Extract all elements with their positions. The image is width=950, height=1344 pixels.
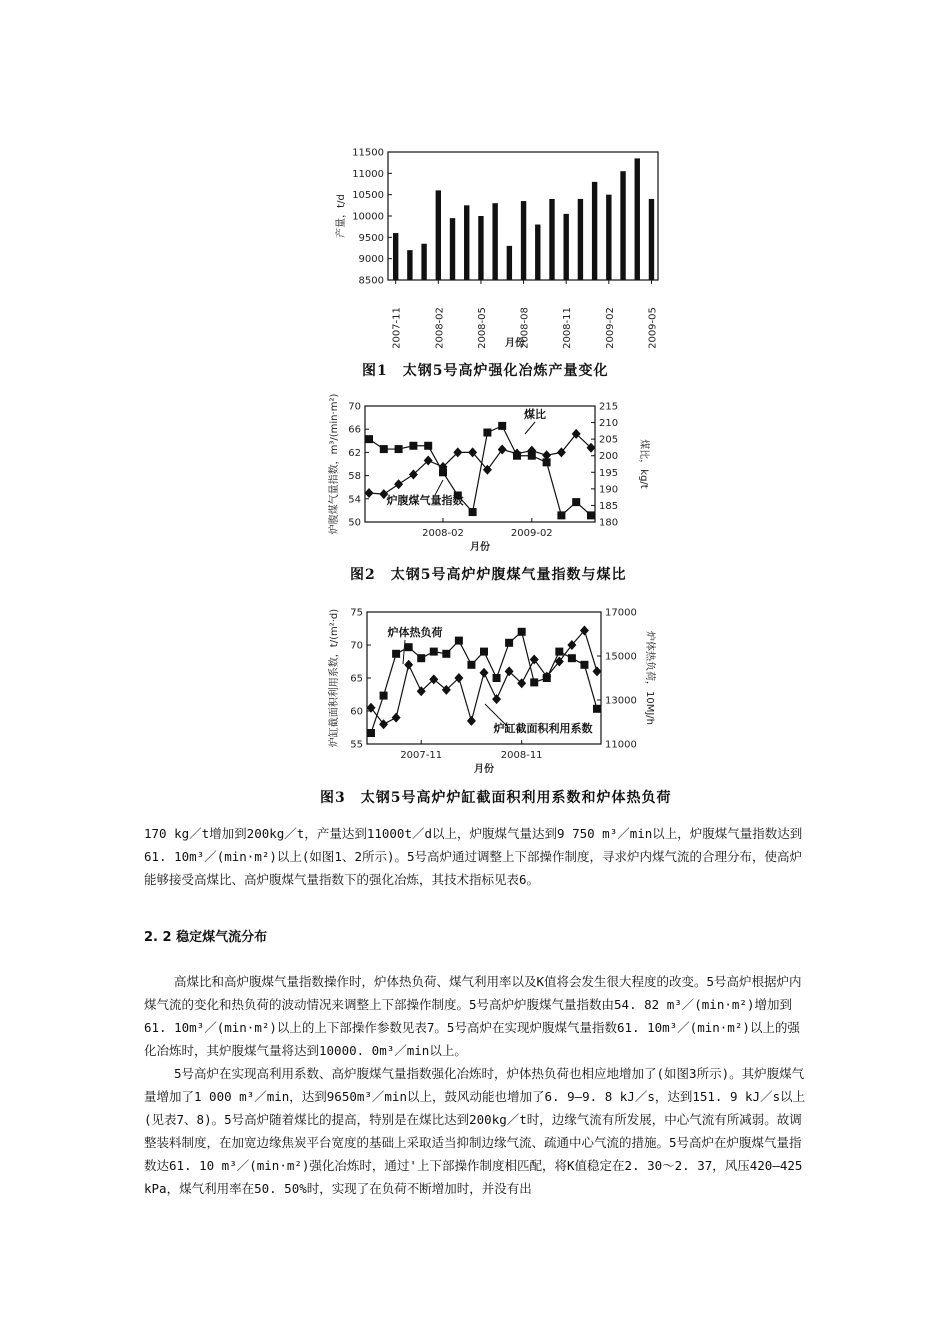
y-tick-label: 66 bbox=[348, 424, 361, 436]
data-point bbox=[593, 705, 601, 713]
y2-tick-label: 195 bbox=[599, 467, 619, 479]
data-point bbox=[367, 729, 375, 737]
data-point bbox=[593, 666, 602, 676]
y-tick-label: 9500 bbox=[358, 232, 384, 244]
bar bbox=[649, 199, 654, 280]
data-point bbox=[518, 628, 526, 636]
data-point bbox=[409, 442, 417, 450]
paragraph-2 bbox=[144, 970, 806, 1200]
paragraph-3-text: 5号高炉在实现高利用系数、高炉腹煤气量指数强化冶炼时，炉体热负荷也相应地增加了(如图3所示)。其炉腹煤气量增加了1 000 m³／min，达到9650m³／min以上，鼓风动能也增加了6. 9—9. 8 kJ／s，达到151. 9 kJ／s以上(见表7、8)。5号高炉随着煤比的提高，特别是在煤比达到200kg／t时，边缘气流有所发展，中心气流有所减弱。故调整装料制度，在加宽边缘焦炭平台宽度的基础上采取适当抑制边缘气流、疏通中心气流的措施。5号高炉在炉腹煤气量指数达61. 10 m³／(min·m²)强化冶炼时，通过'上下部操作制度相匹配，将K值稳定在2. 30～2. 37，风压420—425 kPa，煤气利用率在50. 50%时，实现了在负荷不断增加时，并没有出 bbox=[144, 1066, 806, 1196]
y-axis-label: 炉缸截面积利用系数，t/(m²·d) bbox=[329, 608, 340, 748]
data-point bbox=[467, 661, 475, 669]
y2-tick-label: 190 bbox=[599, 484, 619, 496]
y2-tick-label: 215 bbox=[599, 401, 619, 413]
bar bbox=[450, 218, 455, 280]
bar bbox=[464, 205, 469, 280]
figure-1-chart bbox=[330, 140, 670, 355]
annotation-leader bbox=[435, 480, 443, 495]
bar bbox=[507, 246, 512, 280]
bar bbox=[492, 203, 497, 280]
x-axis-label: 月份 bbox=[470, 542, 490, 553]
y-tick-label: 58 bbox=[348, 471, 361, 483]
y2-tick-label: 15000 bbox=[605, 651, 637, 663]
y-tick-label: 11000 bbox=[352, 168, 384, 180]
series-annotation: 炉体热负荷 bbox=[387, 626, 443, 639]
y2-axis-label: 煤比，kg/t bbox=[638, 439, 649, 489]
y-tick-label: 75 bbox=[350, 607, 363, 619]
x-tick-label: 2008-11 bbox=[500, 750, 543, 761]
data-point bbox=[467, 716, 476, 726]
data-point bbox=[380, 445, 388, 453]
figure-2 bbox=[325, 392, 665, 562]
y2-tick-label: 185 bbox=[599, 500, 619, 512]
bar bbox=[620, 171, 625, 280]
bar bbox=[578, 199, 583, 280]
data-point bbox=[480, 648, 488, 656]
data-point bbox=[492, 694, 501, 704]
paragraph-1-text: 170 kg／t增加到200kg／t，产量达到11000t／d以上，炉腹煤气量达到9 750 m³／min以上，炉腹煤气量指数达到61. 10m³／(min·m²)以上(如图1、2所示)。5号高炉通过调整上下部操作制度，寻求炉内煤气流的合理分布，使高炉能够接受高煤比、高炉腹煤气量指数下的强化冶炼，其技术指标见表6。 bbox=[144, 826, 803, 887]
bar bbox=[407, 250, 412, 280]
x-axis-label: 月份 bbox=[474, 764, 494, 775]
data-point bbox=[480, 668, 489, 678]
data-point bbox=[395, 445, 403, 453]
data-point bbox=[505, 639, 513, 647]
y2-tick-label: 200 bbox=[599, 451, 619, 463]
figure-1 bbox=[330, 140, 670, 355]
y-axis-label: 产量，t/d bbox=[336, 194, 347, 238]
y2-tick-label: 17000 bbox=[605, 607, 637, 619]
y2-tick-label: 11000 bbox=[605, 739, 637, 751]
x-tick-label: 2009-02 bbox=[510, 528, 553, 539]
x-tick-label: 2008-08 bbox=[519, 307, 531, 349]
bar bbox=[564, 214, 569, 280]
data-point bbox=[380, 692, 388, 700]
data-point bbox=[555, 648, 563, 656]
data-point bbox=[557, 511, 565, 519]
x-axis-label: 月份 bbox=[505, 338, 525, 349]
data-point bbox=[442, 650, 450, 658]
y-tick-label: 60 bbox=[350, 706, 363, 718]
x-tick-label: 2007-11 bbox=[400, 750, 443, 761]
y2-tick-label: 205 bbox=[599, 434, 619, 446]
paragraph-1 bbox=[144, 822, 806, 891]
y-tick-label: 8500 bbox=[358, 275, 384, 287]
y2-axis-label: 炉体热负荷，10MJ/h bbox=[644, 630, 655, 726]
y2-tick-label: 13000 bbox=[605, 695, 637, 707]
x-tick-label: 2009-05 bbox=[647, 307, 659, 349]
paragraph-2-text: 高煤比和高炉腹煤气量指数操作时，炉体热负荷、煤气利用率以及K值将会发生很大程度的改变。5号高炉根据炉内煤气流的变化和热负荷的波动情况来调整上下部操作制度。5号高炉炉腹煤气量指数由54. 82 m³／(min·m²)增加到61. 10m³／(min·m²)以上的上下部操作参数见表7。5号高炉在实现炉腹煤气量指数61. 10m³／(min·m²)以上的强化冶炼时，其炉腹煤气量将达到10000. 0m³／min以上。 bbox=[144, 974, 802, 1058]
y-tick-label: 11500 bbox=[352, 147, 384, 159]
y-tick-label: 55 bbox=[350, 739, 363, 751]
data-point bbox=[587, 511, 595, 519]
data-point bbox=[498, 422, 506, 430]
data-point bbox=[424, 442, 432, 450]
y-tick-label: 50 bbox=[348, 517, 361, 529]
x-tick-label: 2008-11 bbox=[562, 307, 574, 349]
bar bbox=[592, 182, 597, 280]
annotation-leader bbox=[525, 422, 535, 434]
figure-3-chart bbox=[325, 598, 670, 784]
data-point bbox=[430, 648, 438, 656]
data-point bbox=[365, 488, 374, 498]
figure-3-caption: 图3 太钢5号高炉炉缸截面积利用系数和炉体热负荷 bbox=[320, 790, 672, 806]
section-heading: 2. 2 稳定煤气流分布 bbox=[144, 930, 268, 945]
y2-tick-label: 180 bbox=[599, 517, 619, 529]
x-tick-label: 2008-02 bbox=[434, 307, 446, 349]
bar bbox=[478, 216, 483, 280]
data-point bbox=[469, 508, 477, 516]
data-point bbox=[392, 713, 401, 723]
data-point bbox=[483, 429, 491, 437]
data-point bbox=[394, 479, 403, 489]
data-point bbox=[404, 660, 413, 670]
data-point bbox=[530, 678, 538, 686]
figure-1-caption: 图1 太钢5号高炉强化冶炼产量变化 bbox=[362, 363, 609, 379]
data-point bbox=[417, 654, 425, 662]
data-point bbox=[455, 637, 463, 645]
bar bbox=[436, 190, 441, 280]
y-tick-label: 65 bbox=[350, 673, 363, 685]
y-tick-label: 10000 bbox=[352, 211, 384, 223]
series-annotation: 煤比 bbox=[524, 408, 546, 421]
x-tick-label: 2008-05 bbox=[476, 307, 488, 349]
figure-2-chart bbox=[325, 392, 665, 562]
series-annotation: 炉腹煤气量指数 bbox=[386, 494, 464, 507]
data-point bbox=[568, 654, 576, 662]
y-tick-label: 70 bbox=[350, 640, 363, 652]
bar bbox=[393, 233, 398, 280]
bar bbox=[535, 225, 540, 280]
data-point bbox=[365, 435, 373, 443]
bar bbox=[421, 244, 426, 280]
data-point bbox=[493, 674, 501, 682]
bar bbox=[521, 201, 526, 280]
y-tick-label: 54 bbox=[348, 494, 361, 506]
bar bbox=[606, 195, 611, 280]
y-tick-label: 62 bbox=[348, 447, 361, 459]
figure-3 bbox=[325, 598, 670, 784]
y2-tick-label: 210 bbox=[599, 418, 619, 430]
bar bbox=[549, 199, 554, 280]
data-point bbox=[405, 643, 413, 651]
bar bbox=[635, 158, 640, 280]
y-tick-label: 70 bbox=[348, 401, 361, 413]
data-point bbox=[572, 498, 580, 506]
y-axis-label: 炉腹煤气量指数，m³/(min·m²) bbox=[329, 393, 340, 535]
y-tick-label: 9000 bbox=[358, 254, 384, 266]
annotation-leader bbox=[403, 640, 405, 664]
data-point bbox=[580, 661, 588, 669]
series-annotation: 炉缸截面积利用系数 bbox=[493, 722, 593, 735]
figure-2-caption: 图2 太钢5号高炉炉腹煤气量指数与煤比 bbox=[350, 567, 627, 583]
y-tick-label: 10500 bbox=[352, 190, 384, 202]
data-point bbox=[392, 650, 400, 658]
x-tick-label: 2007-11 bbox=[391, 307, 403, 349]
x-tick-label: 2008-02 bbox=[422, 528, 464, 539]
x-tick-label: 2009-02 bbox=[604, 307, 616, 349]
